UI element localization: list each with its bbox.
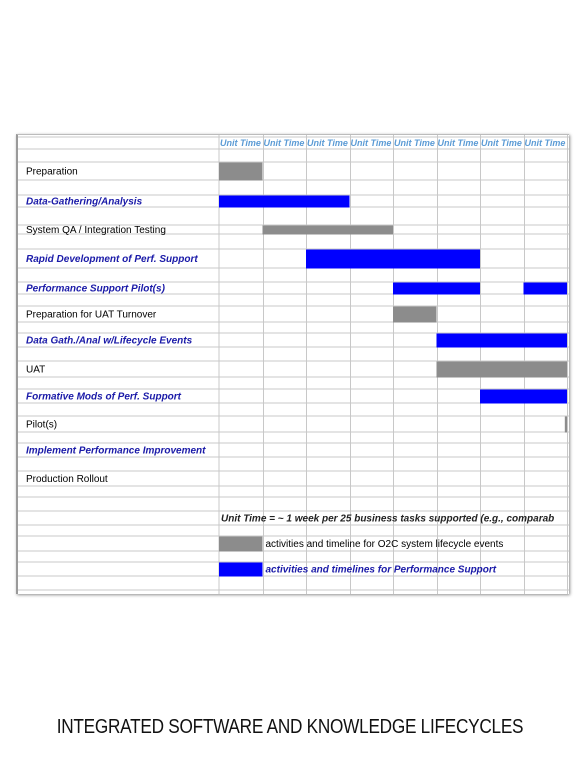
- task-label: System QA / Integration Testing: [26, 225, 166, 236]
- o2c-bar: [219, 163, 263, 181]
- task-label: Implement Performance Improvement: [26, 445, 206, 457]
- task-label: Rapid Development of Perf. Support: [26, 254, 198, 265]
- column-header-label: Unit Time: [524, 138, 566, 148]
- column-header-label: Unit Time: [350, 138, 392, 148]
- legend-performance-swatch: [219, 563, 263, 577]
- gantt-chart-svg: [18, 135, 569, 594]
- task-label: Formative Mods of Perf. Support: [26, 391, 182, 403]
- legend-label: activities and timeline for O2C system lifecycle events: [265, 539, 504, 550]
- gantt-chart: [16, 134, 569, 594]
- task-label: Data-Gathering/Analysis: [26, 196, 143, 208]
- o2c-bar: [565, 417, 567, 433]
- task-label: Pilot(s): [26, 419, 58, 431]
- column-headers: [220, 138, 565, 148]
- o2c-bar: [437, 362, 568, 378]
- task-label: Preparation for UAT Turnover: [26, 309, 157, 321]
- task-labels: [26, 167, 206, 486]
- performance-bar: [437, 334, 568, 348]
- task-label: Preparation: [26, 166, 78, 178]
- column-header-label: Unit Time: [263, 138, 305, 148]
- task-label: Performance Support Pilot(s): [26, 283, 165, 295]
- task-label: Production Rollout: [26, 474, 108, 485]
- task-label: Data Gath./Anal w/Lifecycle Events: [26, 335, 193, 347]
- column-header-label: Unit Time: [220, 138, 261, 148]
- column-header-label: Unit Time: [307, 138, 348, 148]
- legend: [219, 514, 554, 577]
- legend-o2c-swatch: [219, 537, 263, 552]
- caption: INTEGRATED SOFTWARE AND KNOWLEDGE LIFECYCLES: [56, 716, 524, 738]
- column-header-label: Unit Time: [437, 138, 479, 148]
- column-header-label: Unit Time: [481, 138, 522, 148]
- performance-bar: [306, 250, 480, 269]
- performance-bar: [219, 196, 350, 208]
- performance-bar: [524, 283, 568, 295]
- o2c-bar: [393, 307, 437, 323]
- legend-label: activities and timelines for Performance Support: [265, 564, 497, 576]
- performance-bar: [480, 390, 567, 404]
- unit-time-note: Unit Time = ~ 1 week per 25 business tasks supported (e.g., comparab: [221, 513, 555, 525]
- column-header-label: Unit Time: [394, 138, 435, 148]
- performance-bar: [393, 283, 480, 295]
- o2c-bar: [263, 226, 394, 235]
- task-label: UAT: [26, 364, 46, 376]
